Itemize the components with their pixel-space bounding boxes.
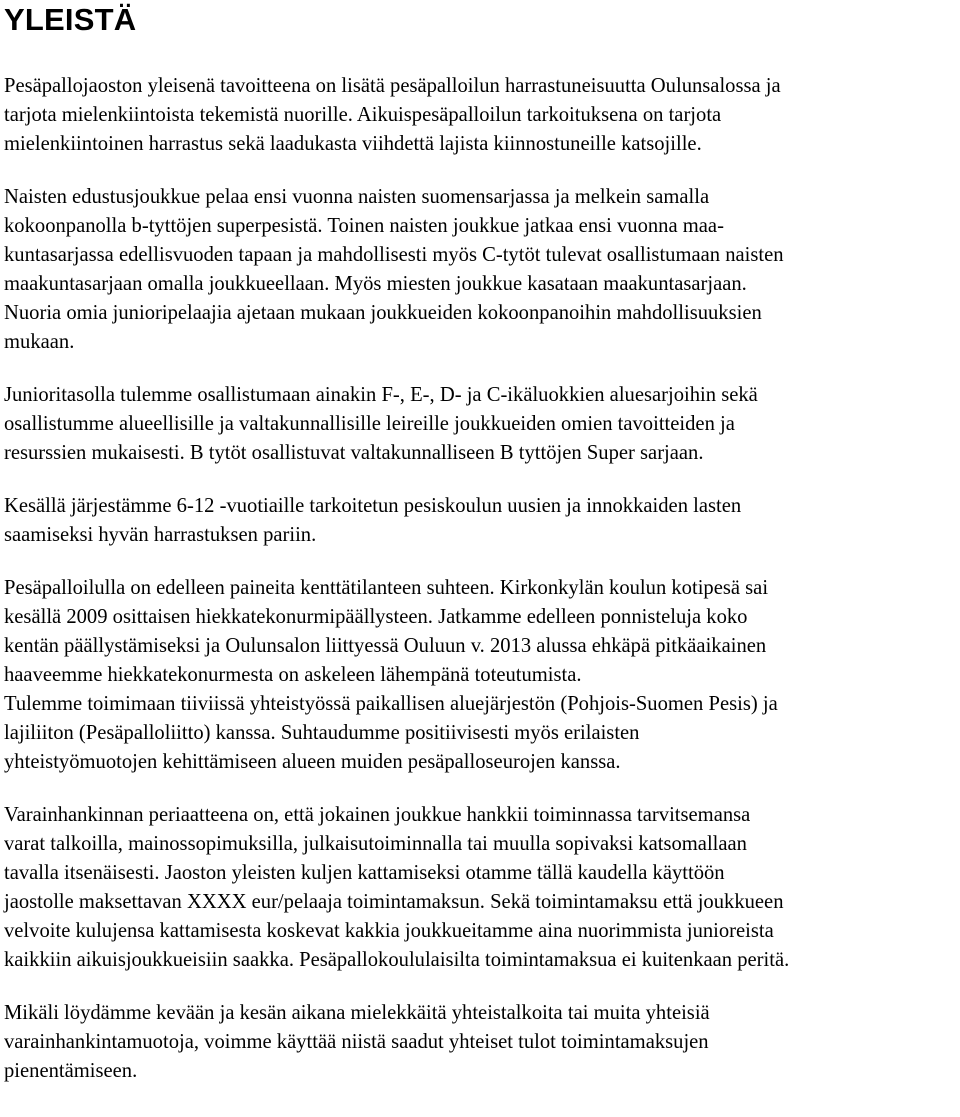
text-line: mukaan. [4, 331, 75, 353]
text-line: maakuntasarjaan omalla joukkueellaan. Myös miesten joukkue kasataan maakuntasarjaan. [4, 273, 747, 295]
paragraph-funding [4, 801, 958, 975]
text-line: mielenkiintoinen harrastus sekä laadukasta viihdettä lajista kiinnostuneille katsojille. [4, 133, 702, 155]
text-line: lajiliiton (Pesäpalloliitto) kanssa. Suhtaudumme positiivisesti myös erilaisten [4, 722, 640, 744]
text-line: Kesällä järjestämme 6-12 -vuotiaille tarkoitetun pesiskoulun uusien ja innokkaiden lasten [4, 495, 742, 517]
paragraph-teams [4, 183, 958, 357]
text-line: kaikkiin aikuisjoukkueisiin saakka. Pesäpallokoululaisilta toimintamaksua ei kuitenkaan peritä. [4, 949, 790, 971]
text-line: kokoonpanolla b-tyttöjen superpesistä. Toinen naisten joukkue jatkaa ensi vuonna maa- [4, 215, 724, 237]
text-line: Varainhankinnan periaatteena on, että jokainen joukkue hankkii toiminnassa tarvitsemansa [4, 804, 751, 826]
text-line: pienentämiseen. [4, 1060, 138, 1082]
text-line: tarjota mielenkiintoista tekemistä nuorille. Aikuispesäpalloilun tarkoituksena on tarjota [4, 104, 722, 126]
paragraph-fundraising [4, 999, 958, 1086]
text-line: yhteistyömuotojen kehittämiseen alueen muiden pesäpalloseurojen kanssa. [4, 751, 621, 773]
document-body [4, 72, 958, 1086]
text-line: varat talkoilla, mainossopimuksilla, julkaisutoiminnalla tai muulla sopivaksi katsomallaan [4, 833, 747, 855]
text-line: Mikäli löydämme kevään ja kesän aikana mielekkäitä yhteistalkoita tai muita yhteisiä [4, 1002, 710, 1024]
text-line: kentän päällystämiseksi ja Oulunsalon liittyessä Ouluun v. 2013 alussa ehkäpä pitkäaikainen [4, 635, 767, 657]
paragraph-fields [4, 574, 958, 690]
text-line: velvoite kulujensa kattamisesta koskevat kakkia joukkueitamme aina nuorimmista junioreista [4, 920, 774, 942]
text-line: Junioritasolla tulemme osallistumaan ainakin F-, E-, D- ja C-ikäluokkien aluesarjoihin sekä [4, 384, 758, 406]
text-line: jaostolle maksettavan XXXX eur/pelaaja toimintamaksun. Sekä toimintamaksu että joukkueen [4, 891, 784, 913]
text-line: osallistumme alueellisille ja valtakunnallisille leireille joukkueiden omien tavoitteiden ja [4, 413, 735, 435]
text-line: Tulemme toimimaan tiiviissä yhteistyössä paikallisen aluejärjestön (Pohjois-Suomen Pesis) ja [4, 693, 778, 715]
text-line: haaveemme hiekkatekonurmesta on askeleen lähempänä toteutumista. [4, 664, 582, 686]
text-line: Pesäpallojaoston yleisenä tavoitteena on lisätä pesäpalloilun harrastuneisuutta Oulunsalossa ja [4, 75, 781, 97]
text-line: Nuoria omia junioripelaajia ajetaan mukaan joukkueiden kokoonpanoihin mahdollisuuksien [4, 302, 762, 324]
text-line: varainhankintamuotoja, voimme käyttää niistä saadut yhteiset tulot toimintamaksujen [4, 1031, 709, 1053]
text-line: kesällä 2009 osittaisen hiekkatekonurmipäällysteen. Jatkamme edelleen ponnisteluja koko [4, 606, 748, 628]
text-line: tavalla itsenäisesti. Jaoston yleisten kuljen kattamiseksi otamme tällä kaudella käyttöön [4, 862, 725, 884]
paragraph-summer-school [4, 492, 958, 550]
paragraph-juniors [4, 381, 958, 468]
paragraph-goals [4, 72, 958, 159]
document-title: YLEISTÄ [4, 2, 137, 37]
text-line: Pesäpalloilulla on edelleen paineita kenttätilanteen suhteen. Kirkonkylän koulun kotipesä sai [4, 577, 769, 599]
paragraph-cooperation [4, 690, 958, 777]
text-line: saamiseksi hyvän harrastuksen pariin. [4, 524, 317, 546]
text-line: resurssien mukaisesti. B tytöt osallistuvat valtakunnalliseen B tyttöjen Super sarjaan. [4, 442, 704, 464]
text-line: Naisten edustusjoukkue pelaa ensi vuonna naisten suomensarjassa ja melkein samalla [4, 186, 710, 208]
text-line: kuntasarjassa edellisvuoden tapaan ja mahdollisesti myös C-tytöt tulevat osallistumaan naisten [4, 244, 784, 266]
document-page [4, 0, 958, 1086]
